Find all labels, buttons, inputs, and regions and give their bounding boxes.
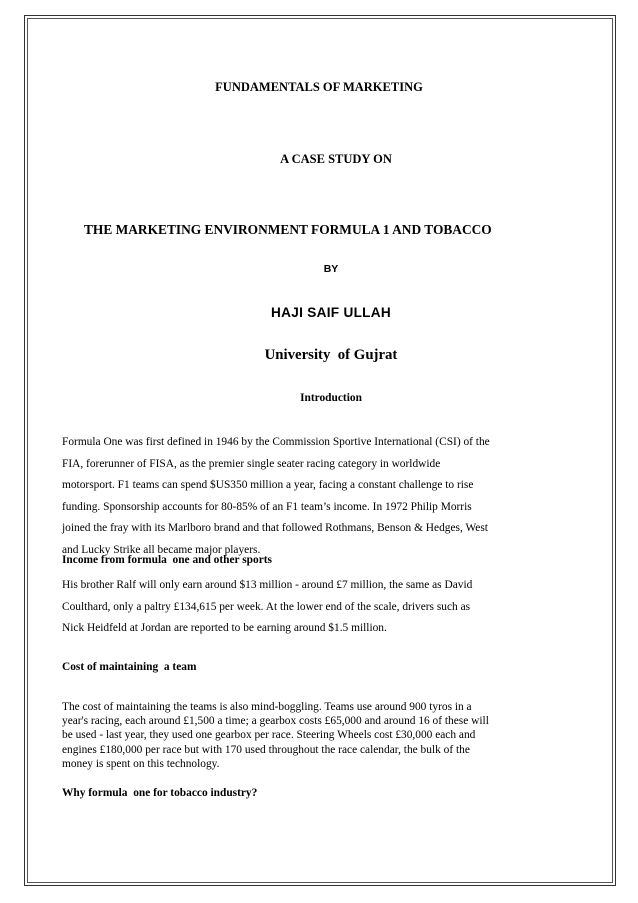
- intro-line: FIA, forerunner of FISA, as the premier single seater racing category in worldwide: [62, 457, 441, 470]
- intro-heading: Introduction: [300, 392, 362, 404]
- income-heading: Income from formula one and other sports: [62, 554, 272, 566]
- by-label: BY: [323, 263, 339, 275]
- cost-paragraph: [62, 700, 562, 771]
- intro-line: Formula One was first defined in 1946 by the Commission Sportive International (CSI) of the: [62, 436, 490, 448]
- cost-line: The cost of maintaining the teams is also mind-boggling. Teams use around 900 tyros in a: [62, 701, 472, 713]
- income-line: His brother Ralf will only earn around $13 million - around £7 million, the same as David: [62, 579, 473, 591]
- why-heading: Why formula one for tobacco industry?: [62, 787, 258, 799]
- intro-paragraph: [62, 432, 562, 562]
- income-paragraph: [62, 575, 562, 640]
- intro-line: joined the fray with its Marlboro brand and that followed Rothmans, Benson & Hedges, West: [62, 522, 488, 535]
- intro-line: motorsport. F1 teams can spend $US350 million a year, facing a constant challenge to rise: [62, 479, 474, 492]
- course-title: FUNDAMENTALS OF MARKETING: [215, 80, 423, 94]
- cost-heading: Cost of maintaining a team: [62, 661, 197, 673]
- cost-line: be used - last year, they used one gearbox per race. Steering Wheels cost £30,000 each and: [62, 729, 476, 742]
- income-line: Nick Heidfeld at Jordan are reported to be earning around $1.5 million.: [62, 622, 387, 635]
- institution: University of Gujrat: [264, 347, 398, 363]
- study-title: THE MARKETING ENVIRONMENT FORMULA 1 AND TOBACCO: [84, 222, 492, 237]
- cost-line: year's racing, each around £1,500 a time; a gearbox costs £65,000 and around 16 of these will: [62, 715, 489, 728]
- case-study-label: A CASE STUDY ON: [280, 152, 392, 166]
- income-line: Coulthard, only a paltry £134,615 per week. At the lower end of the scale, drivers such as: [62, 600, 471, 613]
- cost-line: money is spent on this technology.: [62, 757, 220, 770]
- intro-line: funding. Sponsorship accounts for 80-85% of an F1 team’s income. In 1972 Philip Morris: [62, 500, 472, 513]
- cost-line: engines £180,000 per race but with 170 used throughout the race calendar, the bulk of the: [62, 743, 470, 756]
- author-name: HAJI SAIF ULLAH: [270, 305, 392, 320]
- intro-line: and Lucky Strike all became major players.: [62, 543, 261, 556]
